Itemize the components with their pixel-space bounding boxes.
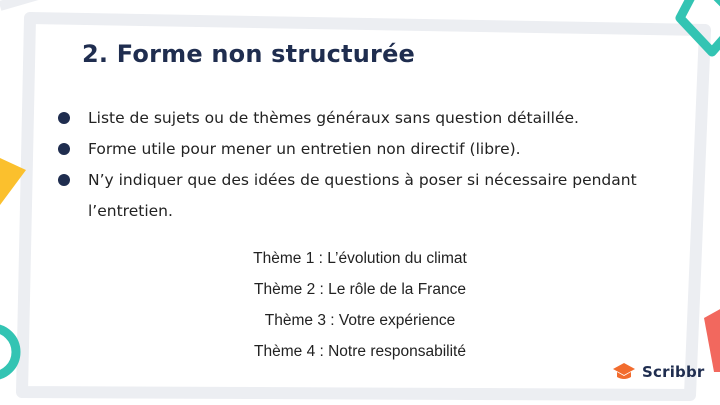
theme-item: Thème 2 : Le rôle de la France: [254, 281, 466, 298]
theme-item: Thème 3 : Votre expérience: [264, 312, 456, 329]
bullet-dot-icon: [58, 174, 70, 186]
slide-title: 2. Forme non structurée: [82, 40, 416, 68]
logo-text: Scribbr: [642, 363, 705, 381]
bullet-item: [58, 134, 658, 165]
bullet-item: [58, 103, 658, 134]
bullet-text: Liste de sujets ou de thèmes généraux sans question détaillée.: [88, 109, 579, 127]
theme-item: Thème 4 : Notre responsabilité: [254, 343, 466, 360]
coral-shape: [704, 308, 720, 372]
graduation-cap-icon: [612, 362, 636, 382]
bullet-item: [58, 165, 658, 227]
bullet-dot-icon: [58, 112, 70, 124]
bullet-text: N’y indiquer que des idées de questions à poser si nécessaire pendant l’entretien.: [88, 171, 637, 220]
theme-list: [210, 243, 510, 367]
teal-ring-shape: [0, 328, 16, 376]
bullet-text: Forme utile pour mener un entretien non directif (libre).: [88, 140, 521, 158]
bullet-dot-icon: [58, 143, 70, 155]
bullet-list: [58, 103, 658, 227]
gray-frame-line-left: [0, 0, 55, 6]
scribbr-logo: [612, 362, 705, 382]
theme-item: Thème 1 : L’évolution du climat: [253, 250, 467, 267]
